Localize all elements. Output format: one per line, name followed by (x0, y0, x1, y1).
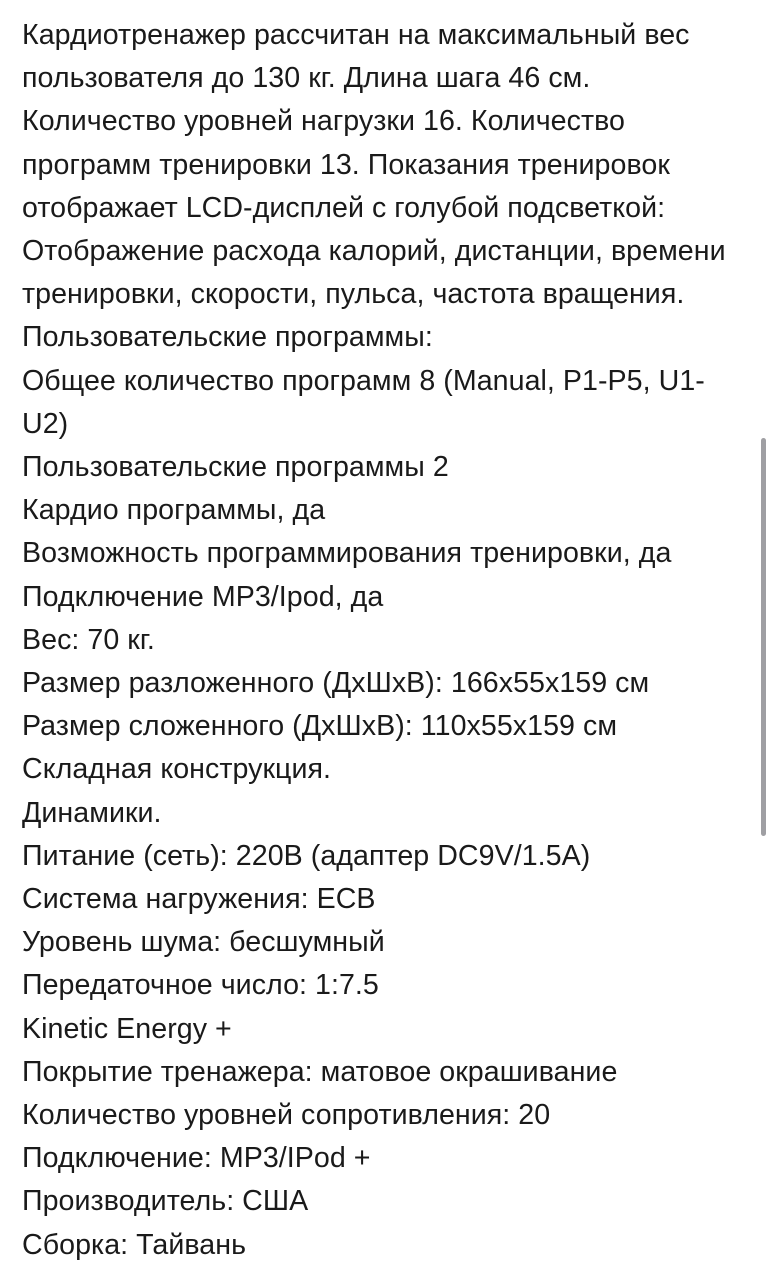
spec-line: Подключение: MP3/IPod + (22, 1142, 371, 1175)
spec-line: Производитель: США (22, 1185, 309, 1218)
spec-line: Кардио программы, да (22, 494, 326, 527)
spec-line: Питание (сеть): 220В (адаптер DC9V/1.5A) (22, 839, 591, 872)
text-line: программ тренировки 13. Показания тренировок (22, 148, 670, 181)
spec-line: Динамики. (22, 796, 162, 829)
spec-line: Размер сложенного (ДхШхВ): 110х55х159 см (22, 710, 618, 743)
spec-line: Вес: 70 кг. (22, 623, 155, 656)
text-line: тренировки, скорости, пульса, частота вращения. (22, 278, 685, 311)
text-line: пользователя до 130 кг. Длина шага 46 см. (22, 62, 591, 95)
text-line: Кардиотренажер рассчитан на максимальный вес (22, 19, 690, 51)
spec-line: Передаточное число: 1:7.5 (22, 969, 379, 1002)
specs-list (22, 316, 742, 1266)
text-line: Количество уровней нагрузки 16. Количество (22, 105, 625, 138)
text-line: Отображение расхода калорий, дистанции, времени (22, 235, 726, 268)
spec-line: U2) (22, 407, 69, 440)
spec-line: Складная конструкция. (22, 753, 332, 786)
spec-line: Возможность программирования тренировки, да (22, 537, 672, 570)
spec-line: Пользовательские программы 2 (22, 451, 449, 484)
spec-line: Система нагружения: ECB (22, 883, 376, 916)
spec-line: Уровень шума: бесшумный (22, 926, 385, 959)
spec-line: Kinetic Energy + (22, 1012, 232, 1045)
spec-line: Количество уровней сопротивления: 20 (22, 1099, 551, 1132)
vertical-scrollbar[interactable] (761, 438, 766, 836)
spec-line: Пользовательские программы: (22, 321, 433, 354)
product-description (22, 14, 742, 1267)
spec-line: Подключение MP3/Ipod, да (22, 580, 384, 613)
spec-line: Сборка: Тайвань (22, 1228, 247, 1261)
intro-paragraph (22, 14, 742, 316)
spec-line: Покрытие тренажера: матовое окрашивание (22, 1055, 618, 1088)
spec-line: Размер разложенного (ДхШхВ): 166х55х159 см (22, 667, 650, 700)
text-line: отображает LCD-дисплей с голубой подсветкой: (22, 191, 666, 224)
spec-line: Общее количество программ 8 (Manual, P1-P5, U1- (22, 364, 705, 397)
